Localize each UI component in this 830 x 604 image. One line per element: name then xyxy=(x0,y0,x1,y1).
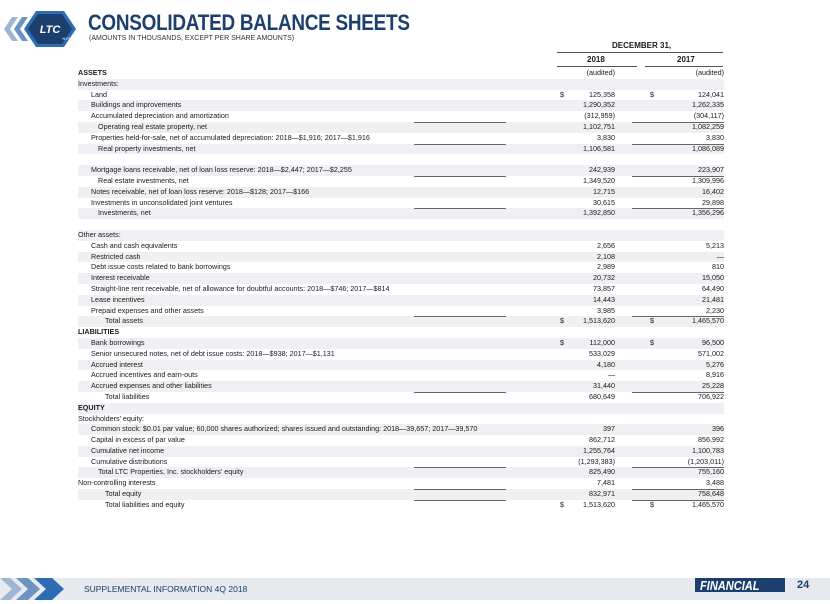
value-2018: 1,513,620 xyxy=(583,316,615,326)
table-row xyxy=(78,122,724,133)
value-2017: 5,276 xyxy=(706,359,724,369)
table-row xyxy=(78,392,724,403)
spacer-row xyxy=(78,219,724,230)
table-row xyxy=(78,100,724,111)
value-2018: 7,481 xyxy=(597,478,615,488)
table-row xyxy=(78,360,724,371)
value-2018: 4,180 xyxy=(597,359,615,369)
value-2018: 397 xyxy=(603,424,615,434)
table-row xyxy=(78,165,724,176)
currency-symbol: $ xyxy=(560,316,564,326)
row-label: Investments: xyxy=(78,78,119,88)
balance-sheet-table xyxy=(78,68,724,511)
spacer-row xyxy=(78,154,724,165)
value-2017: 706,922 xyxy=(698,391,724,401)
value-2018: 1,392,850 xyxy=(583,208,615,218)
table-row xyxy=(78,111,724,122)
table-row xyxy=(78,90,724,101)
value-2017: 3,830 xyxy=(706,132,724,142)
value-2017: 1,086,089 xyxy=(692,143,724,153)
row-label: Notes receivable, net of loan loss reserve: 2018—$128; 2017—$166 xyxy=(91,186,310,196)
table-row xyxy=(78,133,724,144)
value-2018: 1,255,764 xyxy=(583,445,615,455)
currency-symbol: $ xyxy=(650,337,654,347)
row-label: EQUITY xyxy=(78,402,105,412)
row-label: Total equity xyxy=(105,489,142,499)
value-2018: 1,513,620 xyxy=(583,499,615,509)
value-2018: 12,715 xyxy=(593,186,615,196)
col-rule-2017 xyxy=(645,66,723,67)
footer-chevrons-icon xyxy=(0,578,74,600)
row-label: Cumulative net income xyxy=(91,445,165,455)
table-row xyxy=(78,370,724,381)
row-label: Common stock: $0.01 par value; 60,000 shares authorized; shares issued and outstanding: 2018—39,657; 2017—39,570 xyxy=(91,424,478,434)
table-row xyxy=(78,230,724,241)
value-2017: 1,100,783 xyxy=(692,445,724,455)
value-2018: 1,106,581 xyxy=(583,143,615,153)
row-label: Investments, net xyxy=(98,208,151,218)
value-2017: 21,481 xyxy=(702,294,724,304)
currency-symbol: $ xyxy=(560,89,564,99)
value-2017: 64,490 xyxy=(702,283,724,293)
row-label: Buildings and improvements xyxy=(91,100,182,110)
table-row xyxy=(78,68,724,79)
table-row xyxy=(78,478,724,489)
value-2018: 1,102,751 xyxy=(583,121,615,131)
table-row xyxy=(78,381,724,392)
value-2018: 31,440 xyxy=(593,381,615,391)
table-row xyxy=(78,176,724,187)
row-label: Real property investments, net xyxy=(98,143,196,153)
value-2017: 1,262,335 xyxy=(692,100,724,110)
value-2017: 810 xyxy=(712,262,724,272)
value-2018: 533,029 xyxy=(589,348,615,358)
value-2017: 96,500 xyxy=(702,337,724,347)
page-subtitle: (AMOUNTS IN THOUSANDS, EXCEPT PER SHARE AMOUNTS) xyxy=(89,35,295,42)
value-2017: 15,050 xyxy=(702,273,724,283)
table-row xyxy=(78,295,724,306)
value-2018: 2,108 xyxy=(597,251,615,261)
table-row xyxy=(78,414,724,425)
currency-symbol: $ xyxy=(560,337,564,347)
value-2018: 2,656 xyxy=(597,240,615,250)
row-label: Capital in excess of par value xyxy=(91,435,185,445)
row-label: Other assets: xyxy=(78,229,121,239)
value-2018: (audited) xyxy=(586,68,615,77)
row-label: Real estate investments, net xyxy=(98,175,189,185)
table-row xyxy=(78,338,724,349)
row-label: Interest receivable xyxy=(91,273,150,283)
footer-section-label: FINANCIAL xyxy=(700,578,760,593)
table-row xyxy=(78,457,724,468)
row-label: Accrued incentives and earn-outs xyxy=(91,370,198,380)
value-2017: 16,402 xyxy=(702,186,724,196)
table-row xyxy=(78,252,724,263)
row-label: Senior unsecured notes, net of debt issue costs: 2018—$938; 2017—$1,131 xyxy=(91,348,335,358)
value-2017: 5,213 xyxy=(706,240,724,250)
value-2018: 73,857 xyxy=(593,283,615,293)
value-2017: (304,117) xyxy=(693,111,724,121)
row-label: Non-controlling interests xyxy=(78,478,156,488)
currency-symbol: $ xyxy=(650,316,654,326)
row-label: Total liabilities xyxy=(105,391,150,401)
table-row xyxy=(78,435,724,446)
value-2018: 112,000 xyxy=(589,337,615,347)
col-header-2018: 2018 xyxy=(587,55,605,64)
value-2017: 1,082,259 xyxy=(692,121,724,131)
row-label: Lease incentives xyxy=(91,294,145,304)
footer-text: SUPPLEMENTAL INFORMATION 4Q 2018 xyxy=(84,584,248,594)
row-label: Accrued expenses and other liabilities xyxy=(91,381,212,391)
value-2018: 2,989 xyxy=(597,262,615,272)
page-number: 24 xyxy=(797,579,810,591)
table-row xyxy=(78,208,724,219)
row-label: Bank borrowings xyxy=(91,337,145,347)
value-2018: 680,649 xyxy=(589,391,615,401)
table-row xyxy=(78,144,724,155)
currency-symbol: $ xyxy=(650,89,654,99)
value-2017: 1,465,570 xyxy=(692,499,724,509)
table-row xyxy=(78,327,724,338)
page-title: CONSOLIDATED BALANCE SHEETS xyxy=(88,10,410,35)
value-2017: 25,228 xyxy=(702,381,724,391)
value-2017: 2,230 xyxy=(706,305,724,315)
table-row xyxy=(78,316,724,327)
value-2018: 20,732 xyxy=(593,273,615,283)
ltc-logo xyxy=(2,6,86,52)
row-label: Total liabilities and equity xyxy=(105,499,185,509)
row-label: Prepaid expenses and other assets xyxy=(91,305,204,315)
value-2018: 3,985 xyxy=(597,305,615,315)
period-header: DECEMBER 31, xyxy=(612,41,672,50)
value-2017: 29,898 xyxy=(702,197,724,207)
value-2018: 862,712 xyxy=(589,435,615,445)
col-header-2017: 2017 xyxy=(677,55,695,64)
table-row xyxy=(78,262,724,273)
value-2017: 571,002 xyxy=(698,348,724,358)
row-label: Restricted cash xyxy=(91,251,141,261)
table-row xyxy=(78,467,724,478)
table-row xyxy=(78,403,724,414)
value-2017: 8,916 xyxy=(706,370,724,380)
row-label: Mortgage loans receivable, net of loan loss reserve: 2018—$2,447; 2017—$2,255 xyxy=(91,165,352,175)
value-2017: 124,041 xyxy=(698,89,724,99)
value-2017: 1,465,570 xyxy=(692,316,724,326)
table-row xyxy=(78,349,724,360)
value-2018: 832,971 xyxy=(589,489,615,499)
row-label: Straight-line rent receivable, net of allowance for doubtful accounts: 2018—$746; 2017—$814 xyxy=(91,283,390,293)
value-2017: 758,648 xyxy=(698,489,724,499)
table-row xyxy=(78,500,724,511)
row-label: Stockholders’ equity: xyxy=(78,413,145,423)
row-label: Operating real estate property, net xyxy=(98,121,207,131)
row-label: ASSETS xyxy=(78,68,107,77)
value-2018: (1,293,383) xyxy=(578,456,615,466)
table-row xyxy=(78,79,724,90)
row-label: LIABILITIES xyxy=(78,327,120,337)
table-row xyxy=(78,446,724,457)
value-2018: — xyxy=(607,370,615,380)
row-label: Properties held-for-sale, net of accumulated depreciation: 2018—$1,916; 2017—$1,916 xyxy=(91,132,370,142)
value-2017: — xyxy=(716,251,724,261)
value-2018: 125,358 xyxy=(589,89,615,99)
row-label: Debt issue costs related to bank borrowings xyxy=(91,262,231,272)
logo-text: LTC xyxy=(39,24,61,36)
table-row xyxy=(78,424,724,435)
row-label: Total LTC Properties, Inc. stockholders’ equity xyxy=(98,467,244,477)
table-row xyxy=(78,284,724,295)
value-2017: 1,356,296 xyxy=(692,208,724,218)
value-2018: 825,490 xyxy=(589,467,615,477)
value-2017: (audited) xyxy=(695,68,724,77)
value-2018: 1,290,352 xyxy=(583,100,615,110)
value-2018: 3,830 xyxy=(597,132,615,142)
row-label: Investments in unconsolidated joint ventures xyxy=(91,197,233,207)
value-2017: (1,203,011) xyxy=(687,456,724,466)
value-2017: 856,992 xyxy=(698,435,724,445)
value-2018: (312,959) xyxy=(584,111,615,121)
value-2018: 14,443 xyxy=(593,294,615,304)
value-2017: 1,309,996 xyxy=(692,175,724,185)
value-2017: 3,488 xyxy=(706,478,724,488)
value-2017: 396 xyxy=(712,424,724,434)
row-label: Accrued interest xyxy=(91,359,143,369)
currency-symbol: $ xyxy=(560,499,564,509)
table-row xyxy=(78,187,724,198)
currency-symbol: $ xyxy=(650,499,654,509)
row-label: Cumulative distributions xyxy=(91,456,168,466)
row-label: Land xyxy=(91,89,107,99)
value-2018: 30,615 xyxy=(593,197,615,207)
table-row xyxy=(78,306,724,317)
row-label: Total assets xyxy=(105,316,143,326)
value-2017: 223,907 xyxy=(698,165,724,175)
table-row xyxy=(78,489,724,500)
row-label: Cash and cash equivalents xyxy=(91,240,178,250)
row-label: Accumulated depreciation and amortization xyxy=(91,111,229,121)
table-row xyxy=(78,198,724,209)
value-2018: 1,349,520 xyxy=(583,175,615,185)
table-row xyxy=(78,241,724,252)
table-row xyxy=(78,273,724,284)
value-2018: 242,939 xyxy=(589,165,615,175)
logo-subtext: NYSE xyxy=(62,36,74,41)
value-2017: 755,160 xyxy=(698,467,724,477)
period-rule xyxy=(557,52,723,53)
col-rule-2018 xyxy=(557,66,637,67)
